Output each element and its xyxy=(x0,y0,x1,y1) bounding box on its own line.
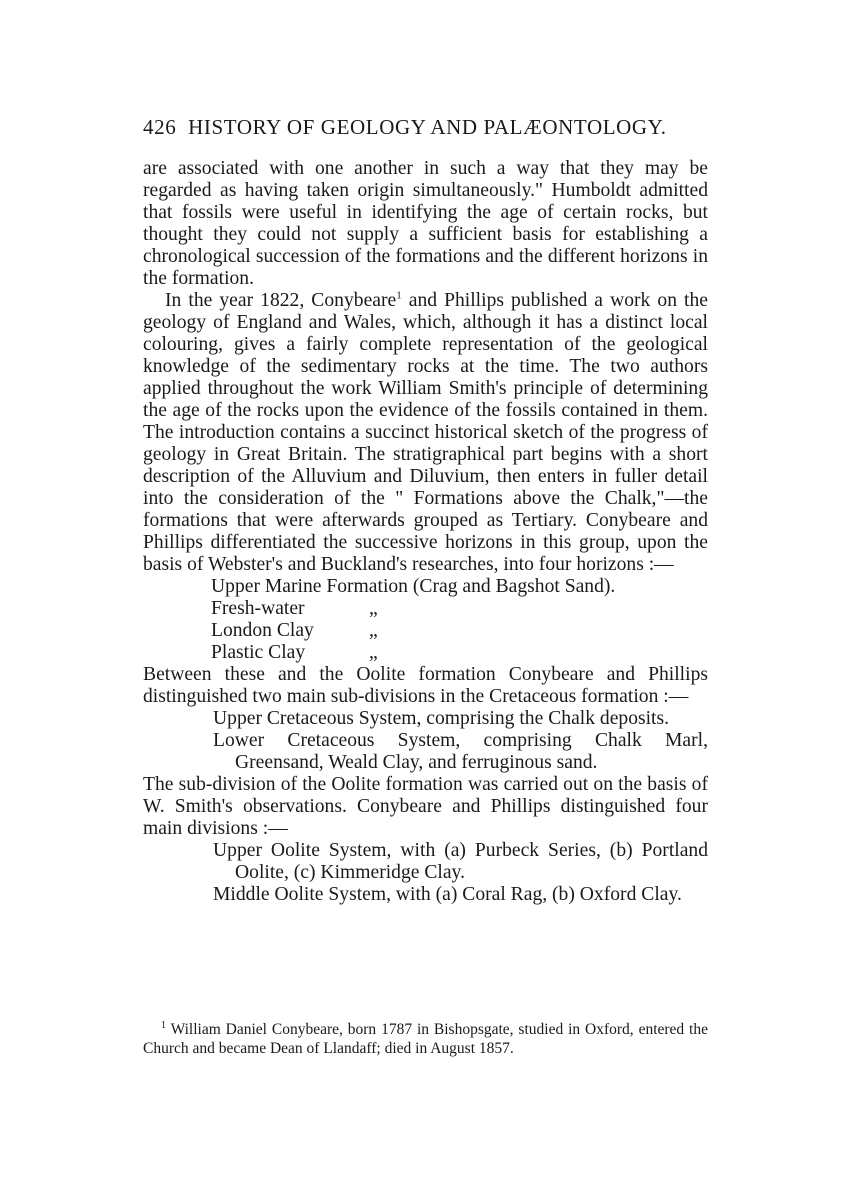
running-title: HISTORY OF GEOLOGY AND PALÆONTOLOGY. xyxy=(188,115,667,139)
tertiary-horizons-list xyxy=(143,576,708,664)
body-text xyxy=(143,158,708,906)
list-item: Upper Oolite System, with (a) Purbeck Series, (b) Portland Oolite, (c) Kimmeridge Clay. xyxy=(213,840,708,883)
list-item xyxy=(143,576,708,598)
horizon-name: Plastic Clay xyxy=(211,642,306,663)
oolite-list xyxy=(143,840,708,906)
footnote-reference: 1 xyxy=(396,289,402,302)
list-item xyxy=(143,620,708,642)
horizon-name: Upper Marine Formation (Crag and Bagshot Sand). xyxy=(211,576,616,597)
horizon-name: Fresh-water xyxy=(211,598,305,619)
ditto-mark: „ xyxy=(369,620,378,641)
paragraph-text: In the year 1822, Conybeare xyxy=(165,290,397,311)
list-item: Lower Cretaceous System, comprising Chalk Marl, Greensand, Weald Clay, and ferruginous sand. xyxy=(213,730,708,773)
footnote xyxy=(143,1020,708,1058)
ditto-mark: „ xyxy=(369,642,378,663)
running-header xyxy=(143,115,713,140)
list-item xyxy=(143,598,708,620)
paragraph-conybeare-phillips xyxy=(143,290,708,576)
cretaceous-list xyxy=(143,708,708,774)
list-item: Upper Cretaceous System, comprising the Chalk deposits. xyxy=(213,708,670,729)
paragraph-text: and Phillips published a work on the geology of England and Wales, which, although it has a distinct local colouring, gives a fairly complete representation of the geological knowledge of the sedimentary rocks at the time. The two authors applied throughout the work William Smith's principle of determining the age of the rocks upon the evidence of the fossils contained in them. The introduction contains a succinct historical sketch of the progress of geology in Great Britain. The stratigraphical part begins with a short description of the Alluvium and Diluvium, then enters in fuller detail into the consideration of the " Formations above the Chalk,"—the formations that were afterwards grouped as Tertiary. Conybeare and Phillips differentiated the successive horizons in this group, upon the basis of Webster's and Buckland's researches, into four horizons :— xyxy=(143,290,708,575)
page-number: 426 xyxy=(143,115,177,139)
list-item xyxy=(143,642,708,664)
list-item: Middle Oolite System, with (a) Coral Rag, (b) Oxford Clay. xyxy=(213,884,682,905)
paragraph-cretaceous: Between these and the Oolite formation Conybeare and Phillips distinguished two main sub-divisions in the Cretaceous formation :— xyxy=(143,664,708,707)
paragraph-oolite: The sub-division of the Oolite formation was carried out on the basis of W. Smith's observations. Conybeare and Phillips distinguished four main divisions :— xyxy=(143,774,708,839)
footnote-marker: 1 xyxy=(161,1019,166,1031)
footnote-text: William Daniel Conybeare, born 1787 in Bishopsgate, studied in Oxford, entered the Church and became Dean of Llandaff; died in August 1857. xyxy=(143,1021,708,1057)
paragraph-humboldt: are associated with one another in such a way that they may be regarded as having taken origin simultaneously." Humboldt admitted that fossils were useful in identifying the age of certain rocks, but thought they could not supply a sufficient basis for establishing a chronological succession of the formations and the different horizons in the formation. xyxy=(143,158,708,289)
ditto-mark: „ xyxy=(369,598,378,619)
horizon-name: London Clay xyxy=(211,620,314,641)
